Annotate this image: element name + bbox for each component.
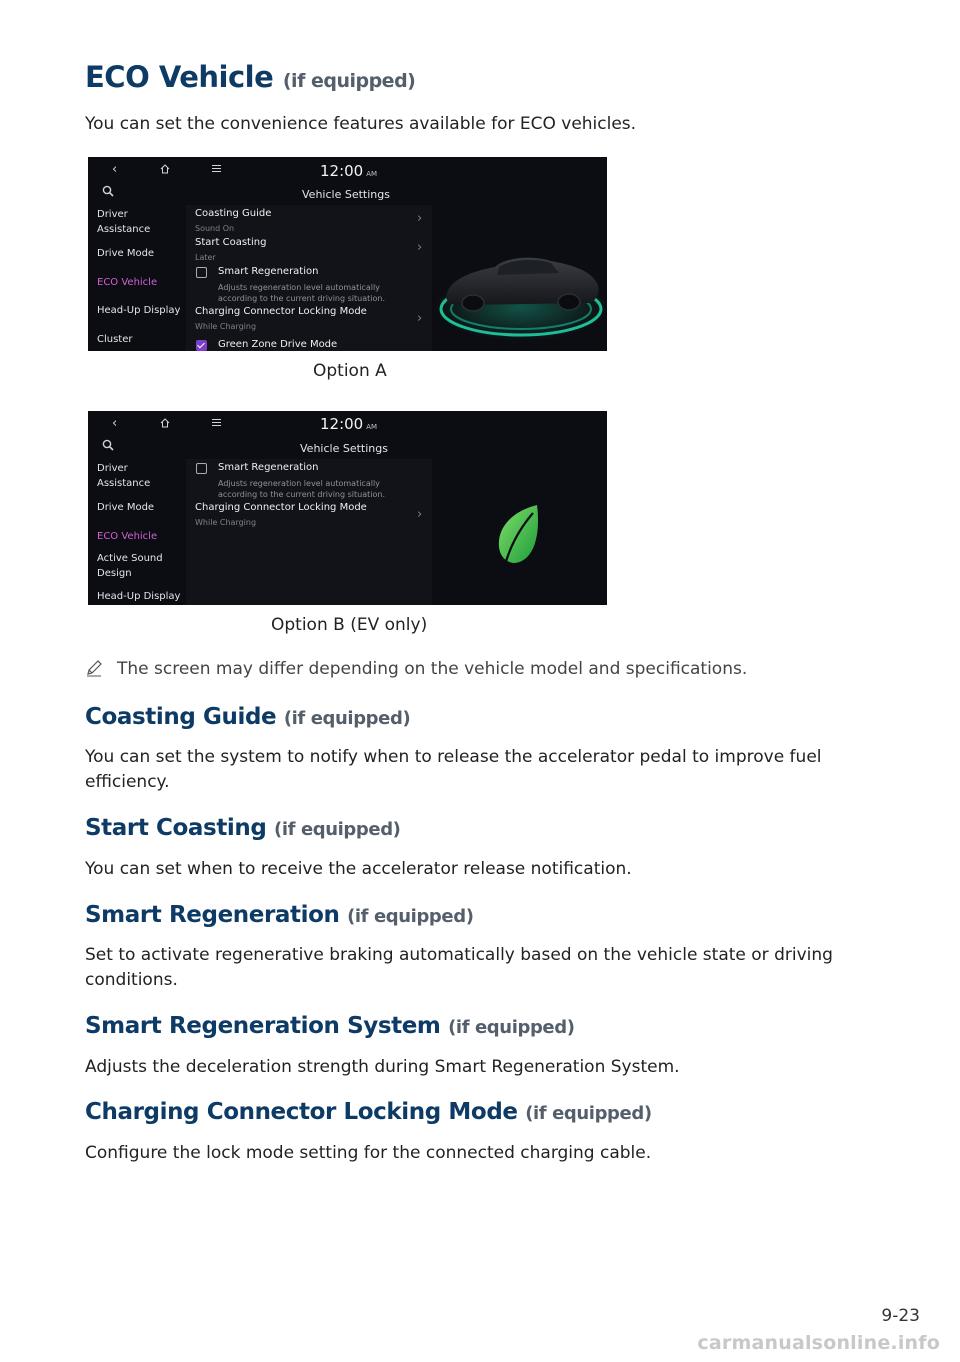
menu-item-eco-vehicle[interactable]: ECO Vehicle [97,531,158,542]
subsection-body-smart-regeneration: Set to activate regenerative braking automatically based on the vehicle state or driving conditions. [85,945,833,990]
row-coasting-guide[interactable]: Coasting Guide [195,208,272,219]
subsection-title-coasting-guide [85,704,410,730]
menu-item-head-up-display[interactable]: Head-Up Display [97,591,181,602]
menu-item-driver-assistance[interactable]: Driver Assistance [97,463,151,489]
menu-item-drive-mode[interactable]: Drive Mode [97,502,155,513]
eco-leaf-icon [493,501,543,569]
row-charging-connector-value: While Charging [195,518,257,527]
menu-icon[interactable] [212,162,221,177]
row-green-zone[interactable]: Green Zone Drive Mode [218,339,338,350]
subsection-title-text: Charging Connector Locking Mode [85,1099,518,1125]
section-title [85,60,415,94]
menu-item-drive-mode[interactable]: Drive Mode [97,248,155,259]
row-start-coasting[interactable]: Start Coasting [195,237,267,248]
page-number: 9-23 [881,1306,920,1326]
search-icon[interactable] [102,439,114,455]
back-icon[interactable]: ‹ [112,162,118,177]
chevron-right-icon[interactable]: › [417,240,423,255]
subsection-body-coasting-guide: You can set the system to notify when to release the accelerator pedal to improve fuel efficiency. [85,747,822,792]
subsection-title-text: Coasting Guide [85,704,277,730]
menu-item-driver-assistance[interactable]: Driver Assistance [97,209,151,235]
section-qualifier: (if equipped) [282,70,416,92]
row-start-coasting-value: Later [195,253,216,262]
row-charging-connector-value: While Charging [195,322,257,331]
screen-title: Vehicle Settings [302,188,390,201]
chevron-right-icon[interactable]: › [417,311,423,326]
screen-title: Vehicle Settings [300,442,388,455]
caption-option-a: Option A [313,361,387,381]
subsection-qualifier: (if equipped) [347,906,474,927]
screen-option-b [88,411,607,605]
subsection-title-start-coasting [85,815,401,841]
subsection-qualifier: (if equipped) [525,1103,652,1124]
subsection-body-charging-connector: Configure the lock mode setting for the connected charging cable. [85,1143,652,1163]
menu-icon[interactable] [212,416,221,431]
search-icon[interactable] [102,185,114,201]
car-illustration [433,227,607,351]
subsection-title-text: Smart Regeneration System [85,1013,441,1039]
smart-regeneration-checkbox[interactable] [196,267,207,278]
subsection-body-smart-regeneration-system: Adjusts the deceleration strength during Smart Regeneration System. [85,1057,680,1077]
menu-item-cluster[interactable]: Cluster [97,334,133,345]
section-intro: You can set the convenience features available for ECO vehicles. [85,114,637,134]
menu-item-eco-vehicle[interactable]: ECO Vehicle [97,277,158,288]
row-coasting-guide-value: Sound On [195,224,235,233]
subsection-qualifier: (if equipped) [283,708,411,729]
note-text: The screen may differ depending on the vehicle model and specifications. [117,659,748,679]
subsection-title-text: Smart Regeneration [85,902,340,928]
subsection-title-smart-regeneration-system [85,1013,575,1039]
smart-regeneration-checkbox[interactable] [196,463,207,474]
subsection-qualifier: (if equipped) [274,819,401,840]
screen-option-a [88,157,607,351]
row-smart-regeneration-desc: Adjusts regeneration level automatically according to the current driving situation. [218,479,385,499]
clock: 12:00 AM [320,162,378,180]
row-smart-regeneration[interactable]: Smart Regeneration [218,266,319,277]
chevron-right-icon[interactable]: › [417,211,423,226]
subsection-qualifier: (if equipped) [448,1017,575,1038]
clock: 12:00 AM [320,415,378,433]
home-icon[interactable] [160,417,170,432]
caption-option-b: Option B (EV only) [271,615,428,635]
row-smart-regeneration[interactable]: Smart Regeneration [218,462,319,473]
row-charging-connector[interactable]: Charging Connector Locking Mode [195,306,367,317]
green-zone-checkbox[interactable] [196,340,207,351]
note [85,659,747,682]
subsection-body-start-coasting: You can set when to receive the accelerator release notification. [85,859,632,879]
row-charging-connector[interactable]: Charging Connector Locking Mode [195,502,367,513]
back-icon[interactable]: ‹ [112,416,118,431]
section-title-text: ECO Vehicle [85,60,274,94]
chevron-right-icon[interactable]: › [417,507,423,522]
home-icon[interactable] [160,163,170,178]
menu-item-head-up-display[interactable]: Head-Up Display [97,305,181,316]
menu-item-active-sound-design[interactable]: Active Sound Design [97,553,163,579]
pencil-icon [85,659,107,682]
watermark: carmanualsonline.info [697,1332,940,1354]
subsection-title-text: Start Coasting [85,815,267,841]
row-smart-regeneration-desc: Adjusts regeneration level automatically according to the current driving situation. [218,283,385,303]
subsection-title-charging-connector [85,1099,652,1125]
subsection-title-smart-regeneration [85,902,474,928]
